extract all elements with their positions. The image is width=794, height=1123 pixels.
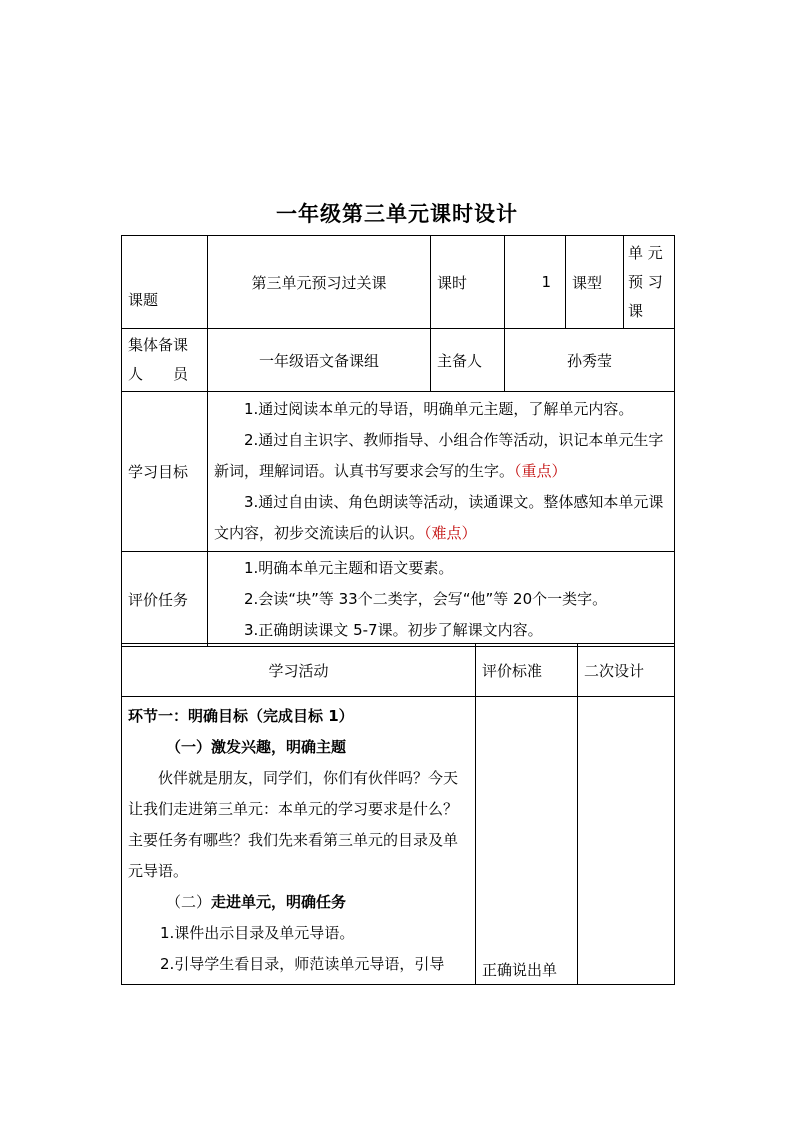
lesson-info-table bbox=[121, 235, 675, 647]
sub-heading bbox=[128, 887, 469, 918]
objective-item bbox=[214, 487, 668, 549]
activities-table bbox=[121, 643, 675, 985]
activity-paragraph: 伙伴就是朋友，同学们，你们有伙伴吗？今天让我们走进第三单元：本单元的学习要求是什么？主要任务有哪些？我们先来看第三单元的目录及单元导语。 bbox=[128, 769, 459, 880]
objectives-row bbox=[122, 392, 675, 552]
group-label-line: 人 员 bbox=[128, 365, 189, 383]
activity-content bbox=[122, 697, 476, 985]
evaluation-item: 3.正确朗读课文 5-7课。初步了解课文内容。 bbox=[244, 620, 543, 639]
key-point-mark: （重点） bbox=[514, 462, 567, 480]
activities-body-row bbox=[122, 697, 675, 985]
lesson-value: 第三单元预习过关课 bbox=[208, 236, 431, 329]
type-value bbox=[624, 236, 675, 329]
type-label: 课型 bbox=[566, 236, 624, 329]
section-heading: 环节一：明确目标（完成目标 1） bbox=[128, 707, 354, 725]
sub-heading-text: 走进单元，明确任务 bbox=[211, 893, 347, 911]
criteria-content: 正确说出单 bbox=[476, 697, 578, 985]
header-row-2 bbox=[122, 329, 675, 392]
evaluation-label: 评价任务 bbox=[122, 552, 208, 647]
redesign-content bbox=[578, 697, 675, 985]
objectives-content bbox=[208, 392, 675, 552]
evaluation-item: 1.明确本单元主题和语文要素。 bbox=[244, 558, 454, 577]
objective-text: 2.通过自主识字、教师指导、小组合作等活动，识记本单元生字新词，理解词语。认真书写要求会写的生字。 bbox=[214, 431, 664, 480]
activity-step: 2.引导学生看目录，师范读单元导语，引导 bbox=[160, 955, 445, 973]
lead-label: 主备人 bbox=[431, 329, 505, 392]
difficulty-mark: （难点） bbox=[424, 524, 477, 542]
objective-item: 1.通过阅读本单元的导语，明确单元主题，了解单元内容。 bbox=[244, 400, 634, 418]
sub-heading-prefix: （二） bbox=[166, 893, 212, 911]
objective-text: 3.通过自由读、角色朗读等活动，读通课文。整体感知本单元课文内容，初步交流读后的认识。 bbox=[214, 493, 664, 542]
type-value-line: 单 元 bbox=[628, 243, 663, 262]
evaluation-content bbox=[208, 552, 675, 647]
activities-header-row bbox=[122, 644, 675, 697]
type-value-line: 课 bbox=[628, 301, 644, 320]
group-label-line: 集体备课 bbox=[128, 336, 189, 354]
lesson-label: 课题 bbox=[122, 236, 208, 329]
period-label: 课时 bbox=[431, 236, 505, 329]
period-value: 1 bbox=[505, 236, 566, 329]
evaluation-row bbox=[122, 552, 675, 647]
objectives-label: 学习目标 bbox=[122, 392, 208, 552]
sub-heading: （一）激发兴趣，明确主题 bbox=[166, 738, 347, 756]
objective-item bbox=[214, 425, 668, 487]
activity-step: 1.课件出示目录及单元导语。 bbox=[160, 924, 355, 942]
redesign-header: 二次设计 bbox=[578, 644, 675, 697]
type-value-line: 预 习 bbox=[628, 272, 663, 291]
criteria-header: 评价标准 bbox=[476, 644, 578, 697]
evaluation-item: 2.会读“块”等 33个二类字，会写“他”等 20个一类字。 bbox=[244, 589, 608, 608]
activity-header: 学习活动 bbox=[122, 644, 476, 697]
document-title: 一年级第三单元课时设计 bbox=[276, 201, 518, 226]
group-label bbox=[122, 329, 208, 392]
header-row-1 bbox=[122, 236, 675, 329]
group-value: 一年级语文备课组 bbox=[208, 329, 431, 392]
lead-value: 孙秀莹 bbox=[505, 329, 675, 392]
